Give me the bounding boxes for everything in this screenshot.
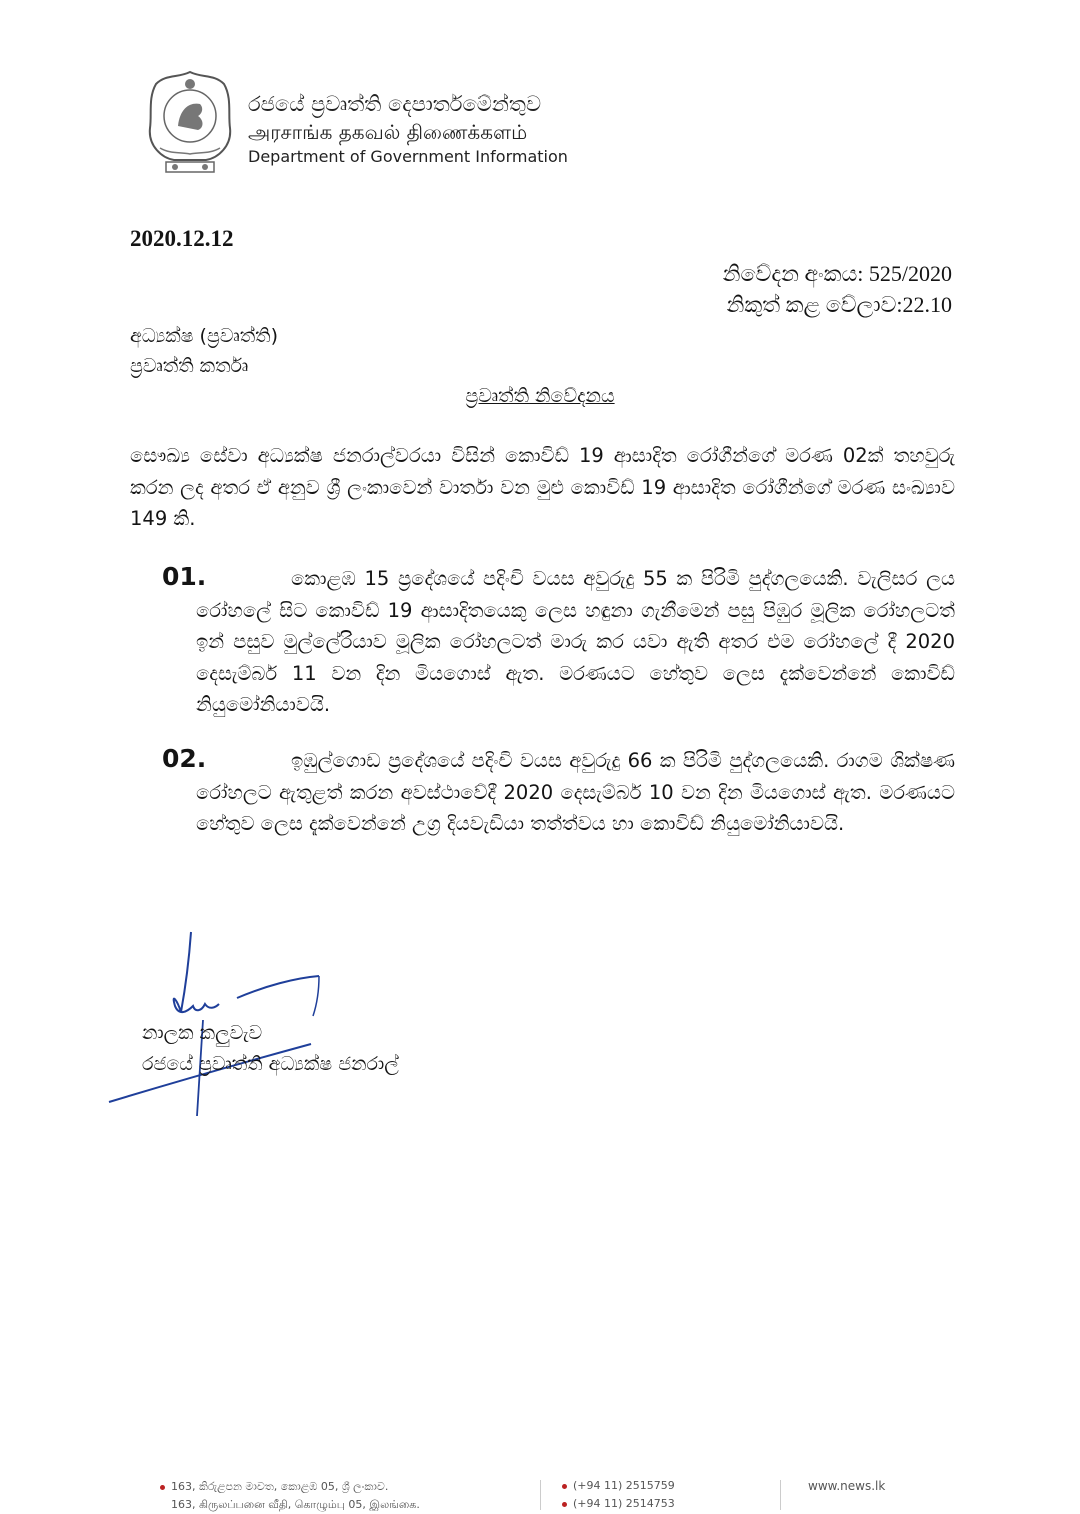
footer-phone: [562, 1479, 675, 1492]
footer-fax-text: (+94 11) 2514753: [573, 1497, 675, 1510]
footer-phone-text: (+94 11) 2515759: [573, 1479, 675, 1492]
item-text: කොළඹ 15 ප්‍රදේශයේ පදිංචි වයස අවුරුදු 55 ක පිරිමි පුද්ගලයෙකි. වැලිසර ලය රෝහලේ සිට කොවිඩ් 19 ආසාදිතයෙකු ලෙස හඳුනා ගැනීමෙන් පසු පිඹුර මූලික රෝහලටත් ඉන් පසුව මුල්ලේරියාව මූලික රෝහලටත් මාරු කර යවා ඇති අතර එම රෝහලේ දී 2020 දෙසැම්බර් 11 වන දින මියගොස් ඇත. මරණයට හේතුව ලෙස දැක්වෙන්නේ කොවිඩ් නියුමෝනියාවයි.: [196, 567, 955, 716]
footer-address-sinhala: [160, 1480, 388, 1494]
sri-lanka-emblem-icon: [140, 68, 240, 178]
footer-address-sinhala-text: 163, කිරුළපන මාවත, කොළඹ 05, ශ්‍රී ලංකාව.: [171, 1480, 389, 1493]
item-number: 01.: [162, 562, 207, 591]
intro-paragraph: සෞඛ්‍ය සේවා අධ්‍යක්ෂ ජනරාල්වරයා විසින් කොවිඩ් 19 ආසාදිත රෝගීන්ගේ මරණ 02ක් තහවුරු කරන ලද අතර ඒ අනුව ශ්‍රී ලංකාවෙන් වාර්තා වන මුළු කොවිඩ් 19 ආසාදිත රෝගීන්ගේ මරණ සංඛ්‍යාව 149 කි.: [130, 444, 955, 530]
release-time: නිකුත් කළ වේලාව:22.10: [726, 292, 952, 317]
handwritten-signature: [105, 920, 445, 1120]
department-name-english: Department of Government Information: [248, 147, 568, 166]
signatory-name: නාලක කලුවැව: [142, 1022, 263, 1044]
release-number: නිවේදන අංකය: 525/2020: [722, 261, 952, 286]
document-heading: [0, 385, 1080, 407]
item-paragraph: [196, 745, 955, 840]
heading-text: ප්‍රවෘත්ති නිවේදනය: [465, 385, 615, 407]
department-name-tamil: அரசாங்க தகவல் திணைக்களம்: [248, 120, 528, 144]
item-paragraph: [196, 563, 955, 721]
footer-divider: [780, 1480, 781, 1510]
phone-icon: [562, 1484, 567, 1489]
footer-divider: [540, 1480, 541, 1510]
release-date: 2020.12.12: [130, 226, 234, 251]
footer-address-tamil: [160, 1498, 420, 1513]
addressee-line-1: අධ්‍යක්ෂ (ප්‍රවෘත්ති): [130, 325, 279, 347]
fax-icon: [562, 1502, 567, 1507]
bullet-icon: [160, 1485, 165, 1490]
footer-address-tamil-text: 163, கிருலப்பனை வீதி, கொழும்பு 05, இலங்கை.: [171, 1498, 420, 1511]
addressee-line-2: ප්‍රවෘත්ති කර්තෘ: [130, 355, 249, 377]
footer-website: www.news.lk: [808, 1479, 886, 1493]
item-text: ඉඹුල්ගොඩ ප්‍රදේශයේ පදිංචි වයස අවුරුදු 66 ක පිරිමි පුද්ගලයෙකි. රාගම ශික්ෂණ රෝහලට ඇතුළත් කරන අවස්ථාවේදී 2020 දෙසැම්බර් 10 වන දින මියගොස් ඇත. මරණයට හේතුව ලෙස දැක්වෙන්නේ උග්‍ර දියවැඩියා තත්ත්වය හා කොවිඩ් නියුමෝනියාවයි.: [196, 749, 955, 835]
footer-fax: [562, 1497, 675, 1510]
department-name-sinhala: රජයේ ප්‍රවෘත්ති දෙපාර්තමේන්තුව: [248, 92, 542, 116]
signatory-title: රජයේ ප්‍රවෘත්ති අධ්‍යක්ෂ ජනරාල්: [142, 1053, 399, 1075]
item-number: 02.: [162, 744, 207, 773]
